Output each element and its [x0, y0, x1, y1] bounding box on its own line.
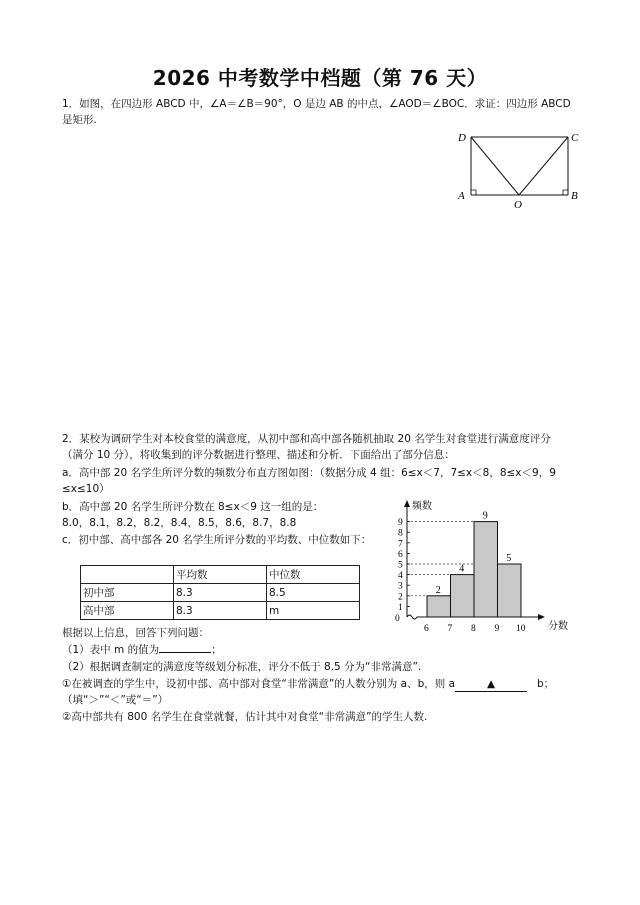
- q2-info-b-data: 8.0，8.1，8.2，8.2，8.4，8.5，8.6，8.7，8.8: [62, 517, 297, 529]
- q1-text-line1: 1．如图，在四边形 ABCD 中，∠A＝∠B＝90°，O 是边 AB 的中点，∠AOD＝∠BOC．求证：四边形 ABCD: [62, 98, 571, 110]
- y-tick-label: 1: [398, 602, 403, 613]
- table-cell: 8.3: [174, 602, 267, 620]
- x-axis-label: 分数: [548, 621, 568, 632]
- q2-circ1-suffix: b；: [537, 678, 555, 690]
- label-a: A: [458, 190, 465, 202]
- histogram-bar: [474, 522, 498, 617]
- table-cell: 8.3: [174, 584, 267, 602]
- q2-sub1-suffix: ；: [211, 644, 222, 656]
- y-tick-label: 6: [398, 549, 403, 560]
- label-d: D: [458, 132, 466, 144]
- y-tick-label: 2: [398, 592, 403, 603]
- label-c: C: [571, 132, 579, 144]
- q2-circ1-prefix: ①在被调查的学生中，设初中部、高中部对食堂“非常满意”的人数分别为 a、b，则 a: [62, 678, 455, 690]
- histogram-bar: [498, 564, 522, 617]
- right-angle-mark-b: [563, 190, 568, 195]
- y-axis-label: 频数: [412, 501, 432, 512]
- y-origin-label: 0: [395, 614, 400, 624]
- table-cell: 8.5: [267, 584, 360, 602]
- x-tick-label: 10: [516, 624, 526, 634]
- bar-value-label: 5: [506, 553, 512, 564]
- x-tick-label: 6: [424, 624, 429, 634]
- label-b: B: [571, 190, 578, 202]
- histogram-bar: [427, 596, 451, 617]
- table-header-cell: 平均数: [174, 566, 267, 584]
- label-o: O: [514, 199, 522, 211]
- y-tick-label: 4: [398, 571, 403, 582]
- q2-text-line1: 2．某校为调研学生对本校食堂的满意度，从初中部和高中部各随机抽取 20 名学生对食堂进行满意度评分: [62, 433, 551, 445]
- x-tick-label: 7: [447, 624, 453, 634]
- q2-info-a-line2: ≤x≤10）: [62, 483, 110, 495]
- bar-value-label: 2: [435, 584, 441, 596]
- q2-info-b-line: b．高中部 20 名学生所评分数在 8≤x＜9 这一组的是：: [62, 501, 324, 513]
- table-cell: 高中部: [81, 602, 174, 620]
- triangle-marker-icon: ▲: [486, 678, 496, 690]
- table-cell: m: [267, 602, 360, 620]
- stats-table: [80, 565, 360, 620]
- x-axis-arrow: [538, 614, 545, 620]
- right-angle-mark-a: [471, 190, 476, 195]
- bar-value-label: 4: [459, 563, 465, 575]
- segment-do: [471, 137, 519, 195]
- q1-text-line2: 是矩形.: [62, 114, 97, 126]
- y-tick-label: 5: [398, 560, 403, 571]
- y-tick-label: 9: [398, 518, 403, 529]
- q2-text-line2: （满分 10 分），将收集到的评分数据进行整理、描述和分析．下面给出了部分信息：: [62, 449, 455, 461]
- x-tick-label: 9: [494, 624, 500, 634]
- y-tick-label: 8: [398, 528, 403, 539]
- frequency-histogram: [385, 498, 568, 636]
- bar-value-label: 9: [482, 510, 488, 522]
- y-tick-label: 7: [398, 539, 403, 550]
- x-tick-label: 8: [471, 624, 476, 634]
- answer-blank-m[interactable]: [159, 652, 211, 653]
- q1-quadrilateral-figure: [450, 128, 590, 210]
- q2-info-a-line1: a．高中部 20 名学生所评分数的频数分布直方图如图：（数据分成 4 组：6≤x＜7，7≤x＜8，8≤x＜9，9: [62, 467, 556, 479]
- q2-circ1: [62, 677, 554, 692]
- q2-intro: 根据以上信息，回答下列问题：: [62, 627, 209, 639]
- table-row: [81, 584, 360, 602]
- axis-break-mark: [407, 615, 417, 619]
- page-title: 2026 中考数学中档题（第 76 天）: [152, 66, 488, 90]
- q2-circ1-line2: （填“＞”“＜”或“＝”）: [62, 694, 169, 706]
- y-axis-arrow: [404, 500, 410, 507]
- histogram-bar: [451, 575, 475, 617]
- table-header-row: [81, 566, 360, 584]
- q2-sub2: （2）根据调查制定的满意度等级划分标准，评分不低于 8.5 分为“非常满意”.: [62, 661, 422, 673]
- table-cell: 初中部: [81, 584, 174, 602]
- q2-sub1-prefix: （1）表中 m 的值为: [62, 644, 160, 656]
- q2-sub1: [62, 643, 222, 657]
- table-header-cell: 中位数: [267, 566, 360, 584]
- table-header-cell: [81, 566, 174, 584]
- table-row: [81, 602, 360, 620]
- answer-blank-compare[interactable]: [455, 677, 527, 692]
- segment-co: [519, 137, 568, 195]
- y-tick-label: 3: [398, 581, 403, 592]
- q2-info-c-line: c．初中部、高中部各 20 名学生所评分数的平均数、中位数如下：: [62, 534, 372, 546]
- q2-circ2: ②高中部共有 800 名学生在食堂就餐，估计其中对食堂“非常满意”的学生人数.: [62, 711, 428, 723]
